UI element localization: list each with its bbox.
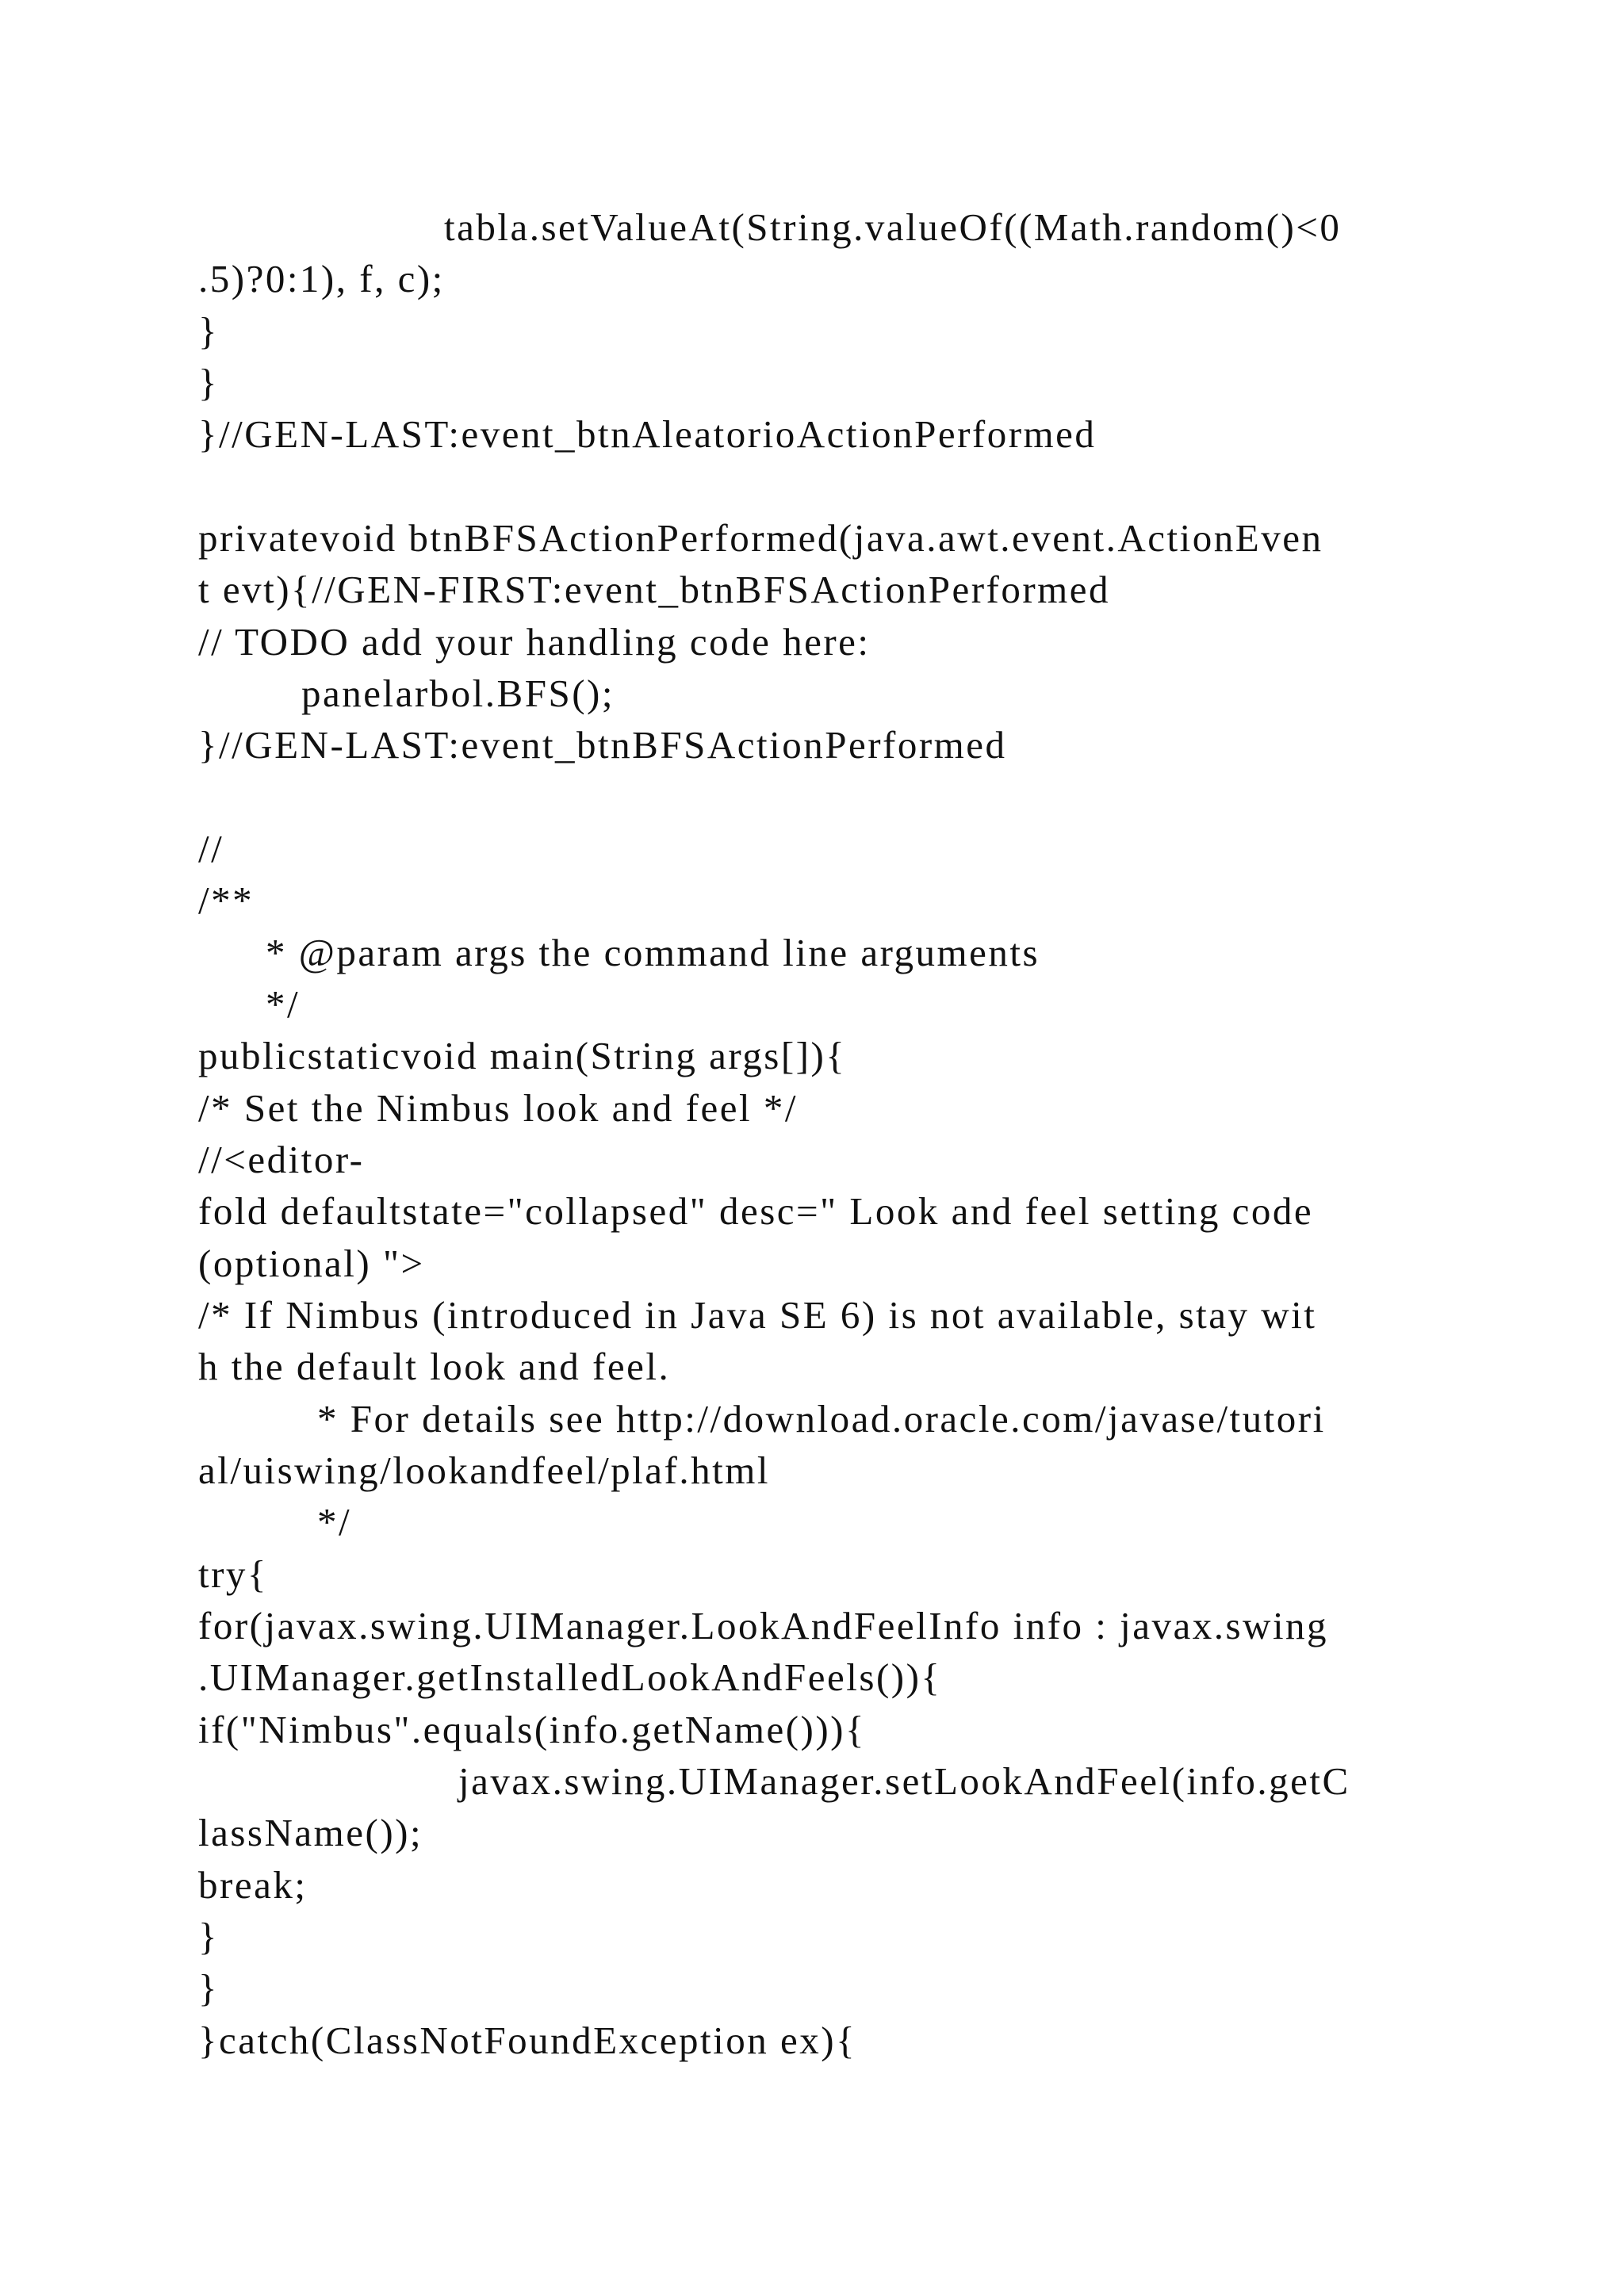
code-line: .5)?0:1), f, c);	[198, 257, 445, 300]
code-line: t evt){//GEN-FIRST:event_btnBFSActionPerformed	[198, 568, 1111, 611]
code-line: (optional) ">	[198, 1242, 425, 1285]
code-line: tabla.setValueAt(String.valueOf((Math.random()<0	[444, 205, 1342, 249]
code-line: fold defaultstate="collapsed" desc=" Look and feel setting code	[198, 1189, 1314, 1233]
code-line: */	[266, 982, 301, 1026]
code-line: //	[198, 827, 224, 871]
code-line: publicstaticvoid main(String args[]){	[198, 1034, 847, 1077]
code-line: break;	[198, 1863, 308, 1907]
code-line: * For details see http://download.oracle.com/javase/tutori	[317, 1397, 1326, 1441]
code-line: }	[198, 309, 220, 353]
code-line: //<editor-	[198, 1138, 365, 1181]
code-line: .UIManager.getInstalledLookAndFeels()){	[198, 1655, 942, 1699]
code-line: }//GEN-LAST:event_btnAleatorioActionPerformed	[198, 412, 1097, 456]
code-line: }	[198, 1915, 220, 1958]
code-line: }//GEN-LAST:event_btnBFSActionPerformed	[198, 723, 1007, 767]
code-line: if("Nimbus".equals(info.getName())){	[198, 1708, 867, 1751]
code-line: }catch(ClassNotFoundException ex){	[198, 2019, 857, 2062]
code-line: */	[317, 1500, 352, 1544]
code-line: /**	[198, 878, 255, 922]
code-line: al/uiswing/lookandfeel/plaf.html	[198, 1448, 770, 1492]
code-line: try{	[198, 1552, 268, 1596]
code-line: }	[198, 361, 220, 404]
code-line: * @param args the command line arguments	[266, 931, 1040, 974]
code-line: lassName());	[198, 1811, 423, 1854]
code-line: for(javax.swing.UIManager.LookAndFeelInfo info : javax.swing	[198, 1604, 1329, 1647]
code-line: }	[198, 1966, 220, 2010]
code-line: javax.swing.UIManager.setLookAndFeel(info.getC	[458, 1759, 1350, 1803]
code-line: h the default look and feel.	[198, 1345, 671, 1388]
code-line: panelarbol.BFS();	[301, 672, 615, 715]
code-line: /* If Nimbus (introduced in Java SE 6) is not available, stay wit	[198, 1293, 1317, 1337]
code-line: /* Set the Nimbus look and feel */	[198, 1086, 798, 1130]
code-line: // TODO add your handling code here:	[198, 620, 871, 664]
code-line: privatevoid btnBFSActionPerformed(java.awt.event.ActionEven	[198, 516, 1323, 560]
